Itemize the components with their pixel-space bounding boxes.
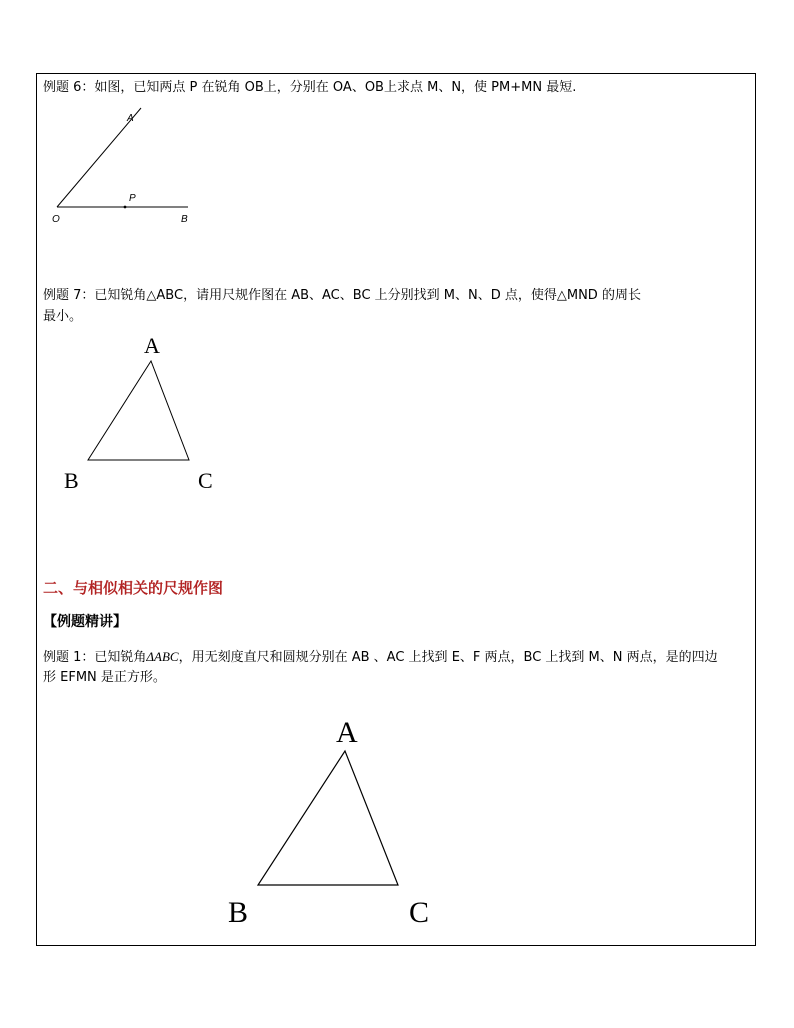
label-p-fig6: P [129,193,136,204]
example1-math: ΔABC [146,649,179,664]
label-c-fig1: C [409,896,430,929]
example1-body-b: ，用无刻度直尺和圆规分别在 AB 、AC 上找到 E、F 两点，BC 上找到 M、N 两点，是的四边 [178,650,718,665]
section2-heading: 二、与相似相关的尺规作图 [43,579,224,597]
example1-label: 例题 1： [43,650,95,665]
label-b-fig6: B [181,214,188,225]
section2-subheading: 【例题精讲】 [43,614,127,630]
triangle-abc-1 [258,751,398,885]
label-c-fig7: C [198,468,213,493]
label-b-fig7: B [64,468,79,493]
label-b-fig1: B [228,896,249,929]
label-a-fig7: A [144,333,160,358]
example1-line2: 形 EFMN 是正方形。 [43,670,166,685]
label-a-fig6: A [127,113,134,124]
example6-label: 例题 6： [43,80,95,95]
example7-line2: 最小。 [43,309,83,324]
example7-body-line1: 已知锐角△ABC，请用尺规作图在 AB、AC、BC 上分别找到 M、N、D 点，使得△MND 的周长 [94,288,641,303]
label-a-fig1: A [336,716,358,749]
example1-body-a: 已知锐角 [94,650,147,665]
example6-body: 如图，已知两点 P 在锐角 OB上，分别在 OA、OB上求点 M、N，使 PM+MN 最短. [94,80,577,95]
example7-label: 例题 7： [43,288,95,303]
label-o-fig6: O [52,214,60,225]
